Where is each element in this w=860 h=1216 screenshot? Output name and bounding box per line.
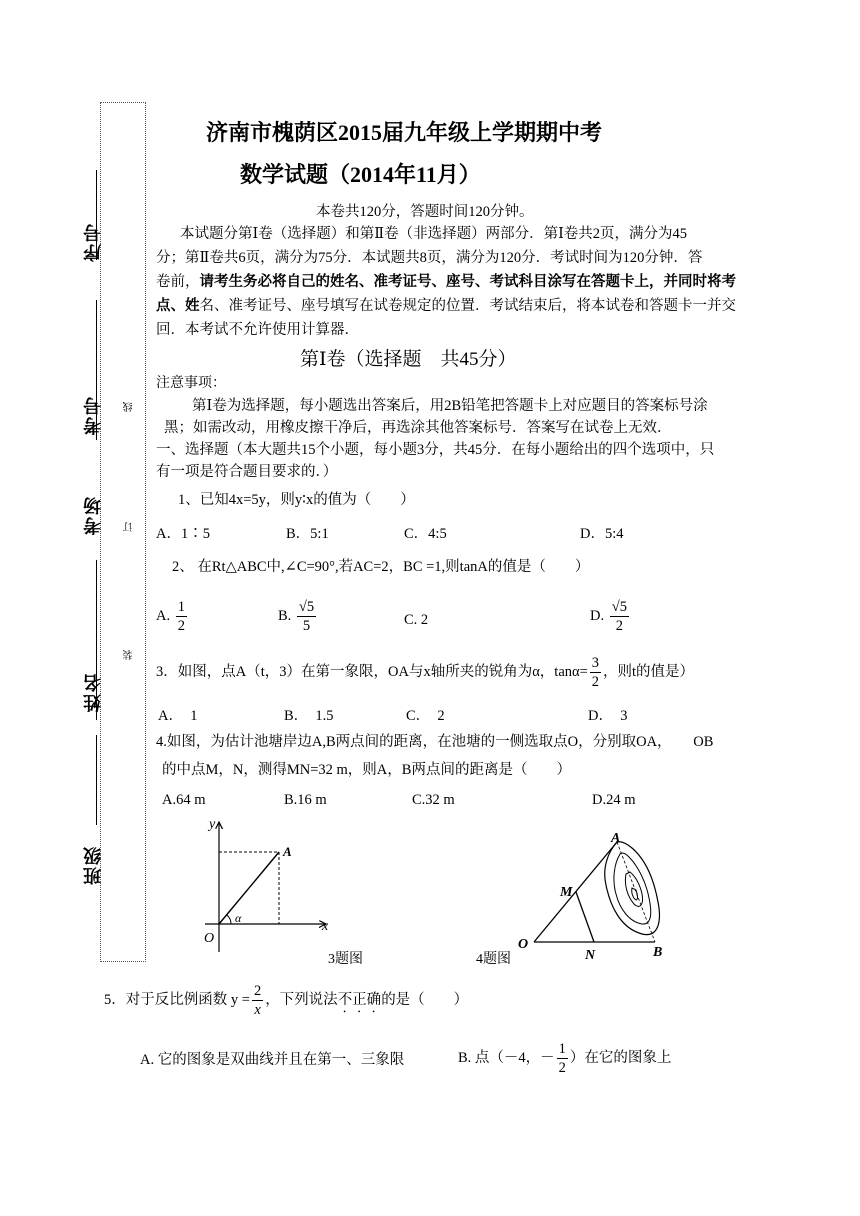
notice-label: 注意事项：	[156, 376, 226, 391]
fig3-label-a: A	[283, 844, 292, 859]
fraction-denominator: 2	[615, 618, 623, 634]
q1-stem: 1、已知4x=5y，则y∶x的值为（ ）	[178, 492, 415, 508]
q2-option-a-label: A.	[156, 607, 171, 624]
fig4-segment-oa	[534, 842, 617, 942]
q2-option-d-fraction	[610, 598, 629, 635]
q3-option-c: C． 2	[406, 708, 445, 724]
intro-line-4-normal: 名、准考证号、座号填写在试卷规定的位置．考试结束后，将本试卷和答题卡一并交	[199, 298, 736, 314]
q3-option-a: A． 1	[158, 708, 198, 724]
figure-4-caption: 4题图	[476, 952, 511, 967]
fig3-segment-oa	[219, 852, 279, 924]
intro-line-1: 本试题分第Ⅰ卷（选择题）和第Ⅱ卷（非选择题）两部分．第Ⅰ卷共2页，满分为45	[180, 226, 688, 242]
fraction-numerator: 3	[591, 655, 600, 671]
fig3-label-x: x	[322, 919, 329, 934]
fraction-numerator: 2	[253, 983, 262, 999]
q5-function-fraction	[252, 982, 263, 1019]
q4-option-d: D.24 m	[592, 792, 636, 808]
notice-line-1: 第Ⅰ卷为选择题，每小题选出答案后，用2B铅笔把答题卡上对应题目的答案标号涂	[192, 398, 708, 414]
fig3-label-alpha: α	[235, 911, 242, 925]
fig4-label-b: B	[653, 945, 663, 960]
margin-label-name: 姓名	[83, 672, 103, 712]
q2-option-c: C. 2	[404, 612, 429, 628]
fig3-label-o: O	[204, 931, 215, 946]
fraction-numerator: 1	[177, 599, 185, 615]
q2-option-b-label: B.	[278, 607, 292, 624]
fraction-numerator: 1	[558, 1041, 566, 1057]
q5-stem-emphasis: 不正确	[337, 991, 382, 1008]
fraction-denominator: 2	[177, 618, 185, 634]
dotted-binding-frame	[100, 102, 146, 962]
section-title: 第Ⅰ卷（选择题 共45分）	[300, 349, 517, 370]
figure-3-coordinate-diagram	[190, 812, 350, 962]
q3-option-b: B． 1.5	[284, 708, 334, 724]
q4-option-c: C.32 m	[412, 792, 455, 808]
q5-stem-text: 5．对于反比例函数 y =	[104, 991, 250, 1008]
score-info: 本卷共120分，答题时间120分钟。	[316, 204, 534, 220]
q5-option-b-fraction	[557, 1040, 568, 1077]
q2-option-a-fraction	[176, 598, 187, 635]
intro-line-3-bold: 请考生务必将自己的姓名、准考证号、座号、考试科目涂写在答题卡上，并同时将考	[199, 274, 736, 290]
q5-option-a: A. 它的图象是双曲线并且在第一、三象限	[140, 1052, 405, 1068]
q2-option-b-fraction	[297, 598, 316, 635]
q2-option-a	[156, 598, 189, 635]
q3-stem	[156, 654, 694, 691]
intro-line-4-bold: 点、姓	[156, 298, 200, 314]
part1-line-1: 一、选择题（本大题共15个小题，每小题3分，共45分．在每小题给出的四个选项中，只	[156, 442, 715, 458]
q5-option-b-tail: ）在它的图象上	[569, 1049, 672, 1066]
q1-option-b: B．5:1	[286, 526, 329, 542]
margin-rule-4	[96, 735, 97, 825]
q4-option-a: A.64 m	[162, 792, 206, 808]
margin-mark-bind: 装	[124, 650, 135, 660]
q2-option-d-label: D.	[590, 607, 605, 624]
exam-title-line2: 数学试题（2014年11月）	[240, 162, 481, 187]
fig3-angle-arc	[227, 915, 231, 924]
margin-label-seat: 序号	[83, 222, 103, 262]
margin-label-class: 班级	[83, 845, 103, 885]
intro-line-3	[156, 270, 736, 294]
fig4-label-m: M	[560, 885, 573, 900]
q3-stem-tail: ，则t的值是）	[603, 663, 695, 680]
intro-line-4	[156, 294, 736, 318]
intro-line-5: 回．本考试不允许使用计算器．	[156, 322, 359, 338]
fraction-numerator: √5	[611, 599, 627, 615]
margin-mark-line: 线	[124, 402, 135, 412]
fraction-denominator: 2	[558, 1060, 566, 1076]
q4-line-2: 的中点M，N，测得MN=32 m，则A，B两点间的距离是（ ）	[162, 762, 571, 778]
fig3-label-y: y	[209, 817, 216, 832]
fraction-numerator: √5	[298, 599, 315, 615]
q5-stem	[104, 982, 468, 1019]
q3-tan-fraction	[590, 654, 601, 691]
q2-option-d	[590, 598, 631, 635]
part1-line-2: 有一项是符合题目要求的．）	[156, 464, 338, 480]
margin-mark-order: 订	[124, 522, 135, 532]
q2-stem: 2、 在Rt△ABC中,∠C=90°,若AC=2，BC =1,则tanA的值是（ ）	[172, 559, 590, 575]
q3-option-d: D． 3	[588, 708, 628, 724]
q4-option-b: B.16 m	[284, 792, 327, 808]
q1-option-c: C．4:5	[404, 526, 447, 542]
fraction-denominator: x	[254, 1002, 261, 1018]
fig4-label-a: A	[611, 831, 621, 846]
exam-title-line1: 济南市槐荫区2015届九年级上学期期中考	[206, 120, 603, 145]
q5-option-b-text: B. 点（－4，－	[458, 1049, 555, 1066]
fraction-denominator: 2	[591, 674, 600, 690]
fig4-label-n: N	[585, 948, 596, 963]
q1-option-a: A．1∶5	[156, 526, 210, 542]
q4-line-1: 4.如图，为估计池塘岸边A,B两点间的距离，在池塘的一侧选取点O，分别取OA， OB	[156, 734, 714, 750]
notice-line-2: 黑；如需改动，用橡皮擦干净后，再选涂其他答案标号．答案写在试卷上无效．	[164, 420, 672, 436]
fig4-segment-ab	[617, 842, 655, 942]
fraction-denominator: 5	[302, 618, 311, 634]
margin-label-exam-no: 考号	[83, 395, 103, 435]
q2-option-b	[278, 598, 318, 635]
fig4-segment-mn	[576, 892, 594, 942]
intro-line-3-normal: 卷前，	[156, 274, 200, 290]
margin-label-room: 考场	[83, 495, 103, 535]
q3-stem-text: 3．如图，点A（t，3）在第一象限，OA与x轴所夹的锐角为α，tanα=	[156, 663, 588, 680]
q1-option-d: D．5:4	[580, 526, 624, 542]
figure-3-caption: 3题图	[328, 952, 363, 967]
figure-4-pond-diagram	[512, 830, 682, 966]
q5-stem-tail: 的是（ ）	[381, 991, 469, 1008]
fig4-label-o: O	[518, 937, 529, 952]
q5-stem-mid: ，下列说法	[265, 991, 338, 1008]
intro-line-2: 分；第Ⅱ卷共6页，满分为75分．本试题共8页，满分为120分．考试时间为120分钟．答	[156, 250, 703, 266]
q5-option-b	[458, 1040, 671, 1077]
